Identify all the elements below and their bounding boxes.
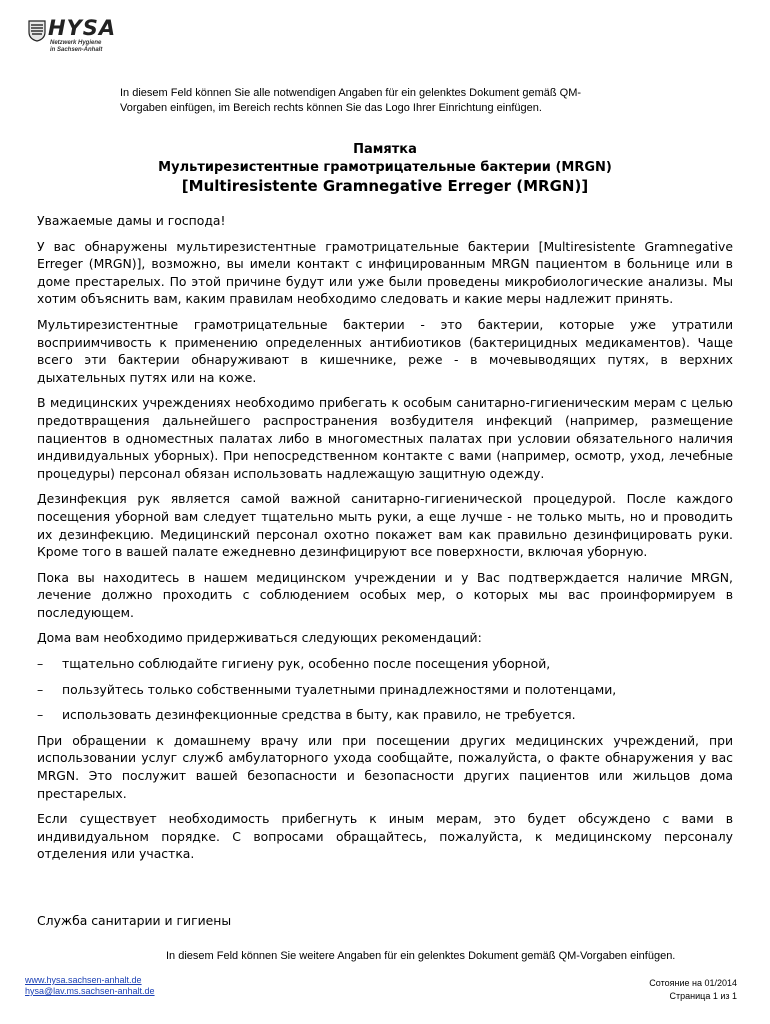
paragraph-7: При обращении к домашнему врачу или при посещении других медицинских учреждений, при использовании услуг служб амбулаторного ухода сообщайте, пожалуйста, о факте обнаружения у вас MRGN. Это послужит вашей безопасности и безопасности других пациентов или жильцов дома престарелых. bbox=[37, 732, 733, 801]
document-title bbox=[0, 141, 770, 196]
list-item-text: пользуйтесь только собственными туалетными принадлежностями и полотенцами, bbox=[62, 681, 617, 697]
email-link[interactable]: hysa@lav.ms.sachsen-anhalt.de bbox=[25, 986, 155, 996]
paragraph-2: Мультирезистентные грамотрицательные бактерии - это бактерии, которые уже утратили восприимчивость к применению определенных антибиотиков (бактерицидных медикаментов). Чаще всего эти бактерии обнаруживают в кишечнике, реже - в мочевыводящих путях, в верхних дыхательных путях или на коже. bbox=[37, 316, 733, 385]
qm-footer-note: In diesem Feld können Sie weitere Angaben für ein gelenktes Dokument gemäß QM-Vorgaben einfügen. bbox=[166, 950, 676, 962]
footer-status bbox=[649, 977, 737, 1003]
paragraph-6: Дома вам необходимо придерживаться следующих рекомендаций: bbox=[37, 630, 482, 646]
list-item bbox=[37, 655, 733, 673]
title-line3: [Multiresistente Gramnegative Erreger (MRGN)] bbox=[181, 177, 589, 195]
logo-subtitle-line2: in Sachsen-Anhalt bbox=[50, 47, 103, 53]
bullet-dash: – bbox=[37, 681, 44, 697]
paragraph-1: У вас обнаружены мультирезистентные грамотрицательные бактерии [Multiresistente Gramnegative Erreger (MRGN)], возможно, вы имели контакт с инфицированным MRGN пациентом в больнице или в доме престарелых. По этой причине будут или уже были проведены микробиологические анализы. Мы хотим объяснить вам, каким правилам необходимо следовать и какие меры надлежит принять. bbox=[37, 238, 733, 307]
list-item bbox=[37, 681, 733, 699]
paragraph-8: Если существует необходимость прибегнуть к иным мерам, это будет обсуждено с вами в индивидуальном порядке. С вопросами обращайтесь, пожалуйста, к медицинскому персоналу отделения или участка. bbox=[37, 811, 733, 862]
signature: Служба санитарии и гигиены bbox=[37, 913, 232, 928]
paragraph-3: В медицинских учреждениях необходимо прибегать к особым санитарно-гигиеническим мерам с целью предотвращения дальнейшего распространения возбудителя инфекций (например, размещение пациентов в одноместных палатах либо в многоместных палатах при условии обязательного наличия индивидуальных уборных). При непосредственном контакте с вами (например, осмотр, уход, лечебные процедуры) персонал обязан использовать надлежащую защитную одежду. bbox=[37, 395, 733, 481]
title-line1: Памятка bbox=[353, 142, 417, 157]
shield-icon bbox=[28, 20, 46, 42]
list-item bbox=[37, 706, 733, 724]
bullet-dash: – bbox=[37, 656, 44, 672]
bullet-dash: – bbox=[37, 707, 44, 723]
hysa-logo bbox=[28, 16, 128, 53]
document-body bbox=[37, 212, 733, 871]
logo-subtitle-line1: Netzwerk Hygiene bbox=[50, 40, 102, 46]
paragraph-4: Дезинфекция рук является самой важной санитарно-гигиенической процедурой. После каждого посещения уборной вам следует тщательно мыть руки, а еще лучше - не только мыть, но и проводить их дезинфекцию. Медицинский персонал охотно покажет вам как правильно дезинфицировать руки. Кроме того в вашей палате ежедневно дезинфицируют все поверхности, включая уборную. bbox=[37, 491, 733, 560]
website-link[interactable]: www.hysa.sachsen-anhalt.de bbox=[25, 975, 142, 985]
document-date: Сотояние на 01/2014 bbox=[649, 978, 737, 988]
list-item-text: использовать дезинфекционные средства в быту, как правило, не требуется. bbox=[62, 707, 576, 723]
recommendation-list bbox=[37, 655, 733, 724]
title-line2: Мультирезистентные грамотрицательные бактерии (MRGN) bbox=[158, 160, 612, 175]
list-item-text: тщательно соблюдайте гигиену рук, особенно после посещения уборной, bbox=[62, 656, 551, 672]
logo-name: HYSA bbox=[48, 16, 117, 40]
greeting: Уважаемые дамы и господа! bbox=[37, 213, 226, 228]
footer-links bbox=[25, 975, 155, 997]
paragraph-5: Пока вы находитесь в нашем медицинском учреждении и у Вас подтверждается наличие MRGN, лечение должно проходить с соблюдением особых мер, о которых мы вас проинформируем в последующем. bbox=[37, 569, 733, 620]
qm-header-note: In diesem Feld können Sie alle notwendigen Angaben für ein gelenktes Dokument gemäß QM-Vorgaben einfügen, im Bereich rechts können Sie das Logo Ihrer Einrichtung einfügen. bbox=[120, 87, 582, 114]
page-number: Страница 1 из 1 bbox=[669, 991, 737, 1001]
